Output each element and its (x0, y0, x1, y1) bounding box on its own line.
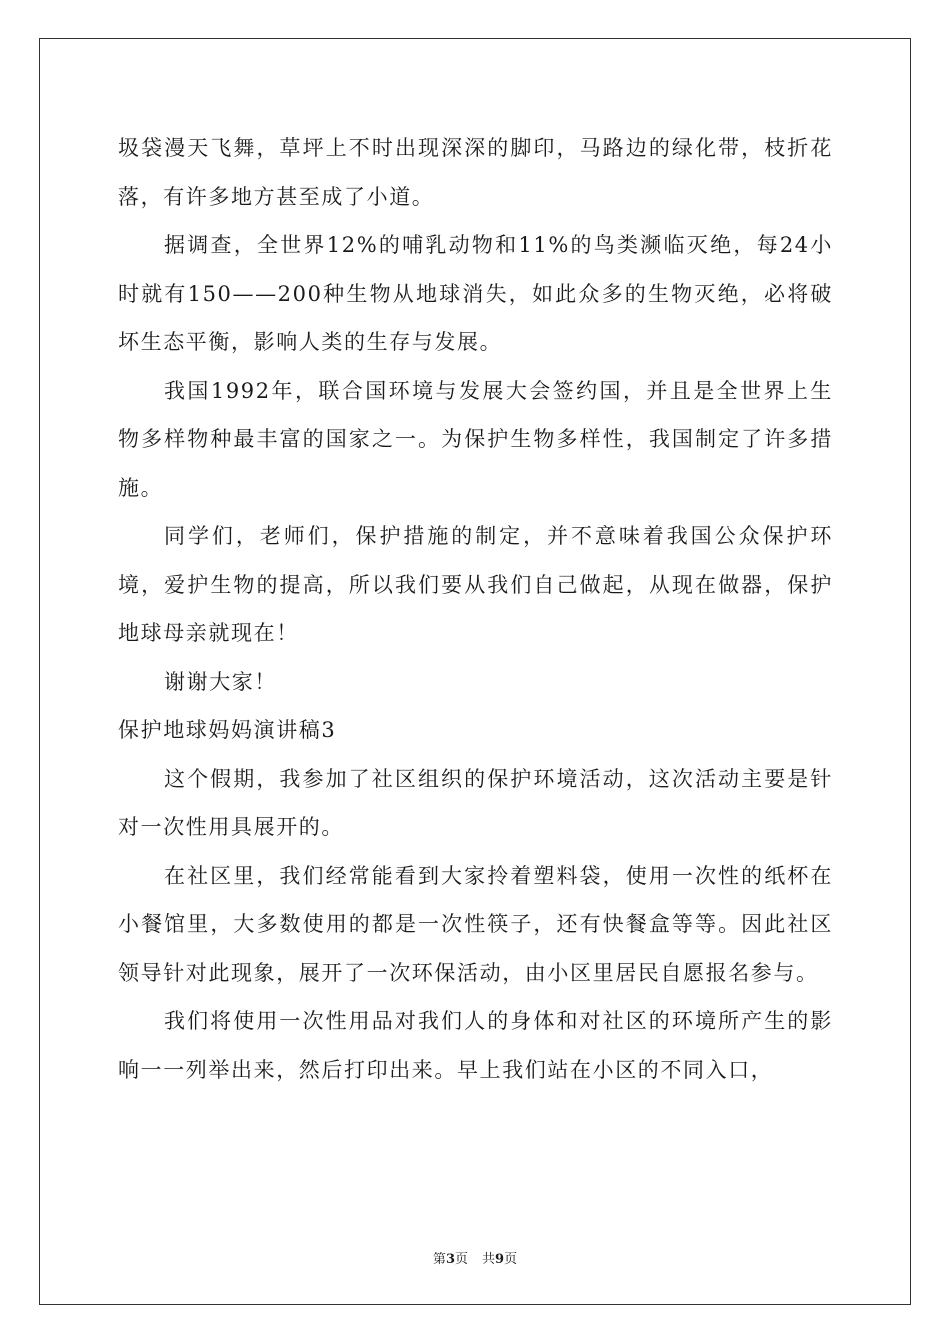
section-heading: 保护地球妈妈演讲稿3 (118, 718, 337, 742)
total-suffix: 页 (504, 1252, 518, 1267)
total-prefix: 共 (482, 1252, 496, 1267)
paragraph: 同学们，老师们，保护措施的制定，并不意味着我国公众保护环境，爱护生物的提高，所以我们要从我们自己做起，从现在做器，保护地球母亲就现在！ (118, 524, 833, 645)
page-total: 9 (495, 1252, 505, 1267)
page-prefix: 第 (432, 1252, 446, 1267)
paragraph: 我国1992年，联合国环境与发展大会签约国，并且是全世界上生物多样物种最丰富的国家之一。为保护生物多样性，我国制定了许多措施。 (118, 378, 833, 500)
paragraph-continuation: 圾袋漫天飞舞，草坪上不时出现深深的脚印，马路边的绿化带，枝折花落，有许多地方甚至成了小道。 (118, 136, 833, 209)
page-footer (0, 1248, 950, 1267)
paragraph: 我们将使用一次性用品对我们人的身体和对社区的环境所产生的影响一一列举出来，然后打印出来。早上我们站在小区的不同入口， (118, 1009, 833, 1082)
paragraph: 这个假期，我参加了社区组织的保护环境活动，这次活动主要是针对一次性用具展开的。 (118, 766, 833, 839)
page-current: 3 (445, 1252, 455, 1267)
document-body (118, 124, 833, 1094)
paragraph: 谢谢大家！ (164, 669, 277, 694)
paragraph: 据调查，全世界12%的哺乳动物和11%的鸟类濒临灭绝，每24小时就有150——200种生物从地球消失，如此众多的生物灭绝，必将破坏生态平衡，影响人类的生存与发展。 (118, 233, 833, 354)
paragraph: 在社区里，我们经常能看到大家拎着塑料袋，使用一次性的纸杯在小餐馆里，大多数使用的都是一次性筷子，还有快餐盒等等。因此社区领导针对此现象，展开了一次环保活动，由小区里居民自愿报名参与。 (118, 863, 833, 985)
page-suffix: 页 (454, 1252, 468, 1267)
